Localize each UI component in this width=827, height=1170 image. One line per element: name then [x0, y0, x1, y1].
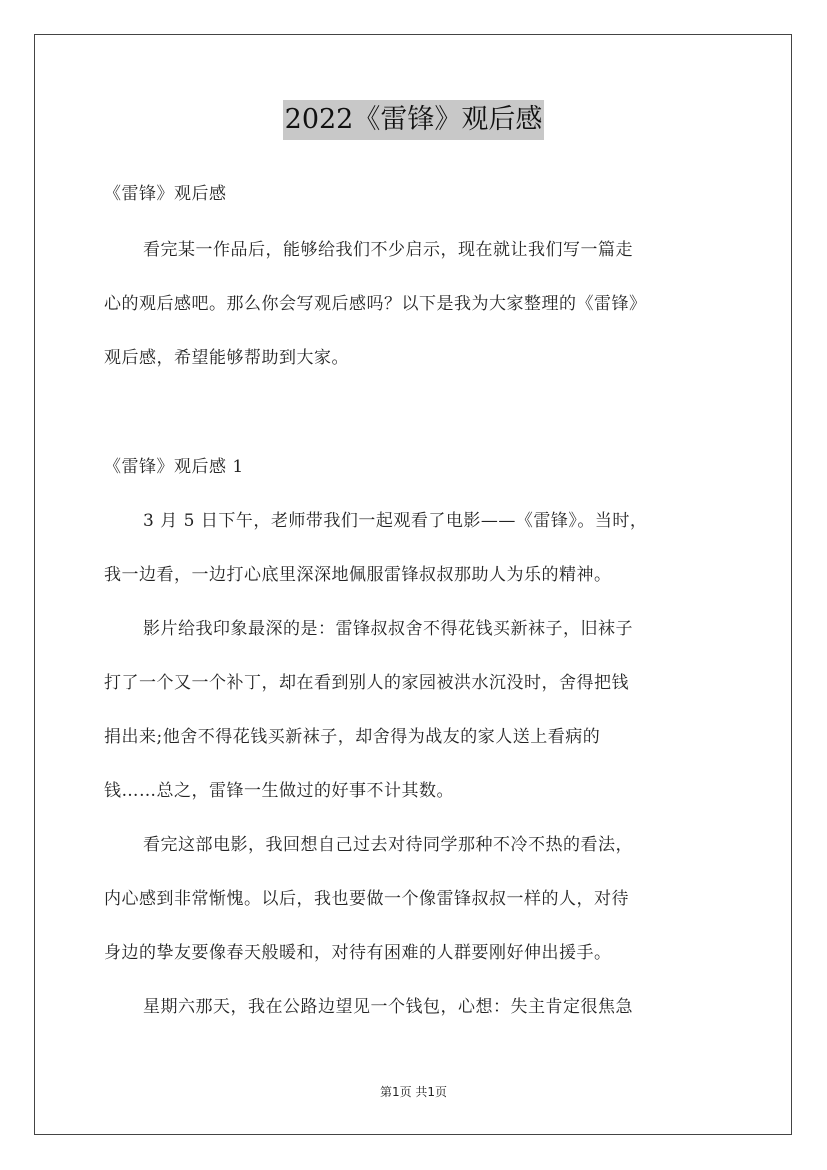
paragraph-line: 影片给我印象最深的是：雷锋叔叔舍不得花钱买新袜子，旧袜子 — [143, 619, 633, 639]
paragraph-line: 星期六那天，我在公路边望见一个钱包，心想：失主肯定很焦急 — [143, 997, 633, 1017]
paragraph-line: 钱……总之，雷锋一生做过的好事不计其数。 — [104, 781, 454, 801]
section-heading: 《雷锋》观后感 1 — [104, 457, 244, 477]
title-container — [0, 100, 827, 140]
paragraph-line: 心的观后感吧。那么你会写观后感吗？以下是我为大家整理的《雷锋》 — [104, 294, 647, 314]
paragraph-line: 打了一个又一个补丁，却在看到别人的家园被洪水沉没时，舍得把钱 — [104, 673, 629, 693]
paragraph-line: 看完这部电影，我回想自己过去对待同学那种不冷不热的看法， — [143, 835, 633, 855]
paragraph-line: 身边的挚友要像春天般暖和，对待有困难的人群要刚好伸出援手。 — [104, 943, 612, 963]
paragraph-line: 3 月 5 日下午，老师带我们一起观看了电影——《雷锋》。当时， — [143, 511, 648, 531]
paragraph-line: 捐出来;他舍不得花钱买新袜子，却舍得为战友的家人送上看病的 — [104, 727, 601, 747]
paragraph-line: 观后感，希望能够帮助到大家。 — [104, 348, 349, 368]
page-footer: 第1页 共1页 — [379, 1085, 448, 1099]
document-title: 2022《雷锋》观后感 — [283, 100, 545, 140]
paragraph-line: 看完某一作品后，能够给我们不少启示，现在就让我们写一篇走 — [143, 240, 633, 260]
paragraph-line: 我一边看，一边打心底里深深地佩服雷锋叔叔那助人为乐的精神。 — [104, 565, 612, 585]
paragraph-line: 内心感到非常惭愧。以后，我也要做一个像雷锋叔叔一样的人，对待 — [104, 889, 629, 909]
intro-heading: 《雷锋》观后感 — [104, 184, 227, 204]
